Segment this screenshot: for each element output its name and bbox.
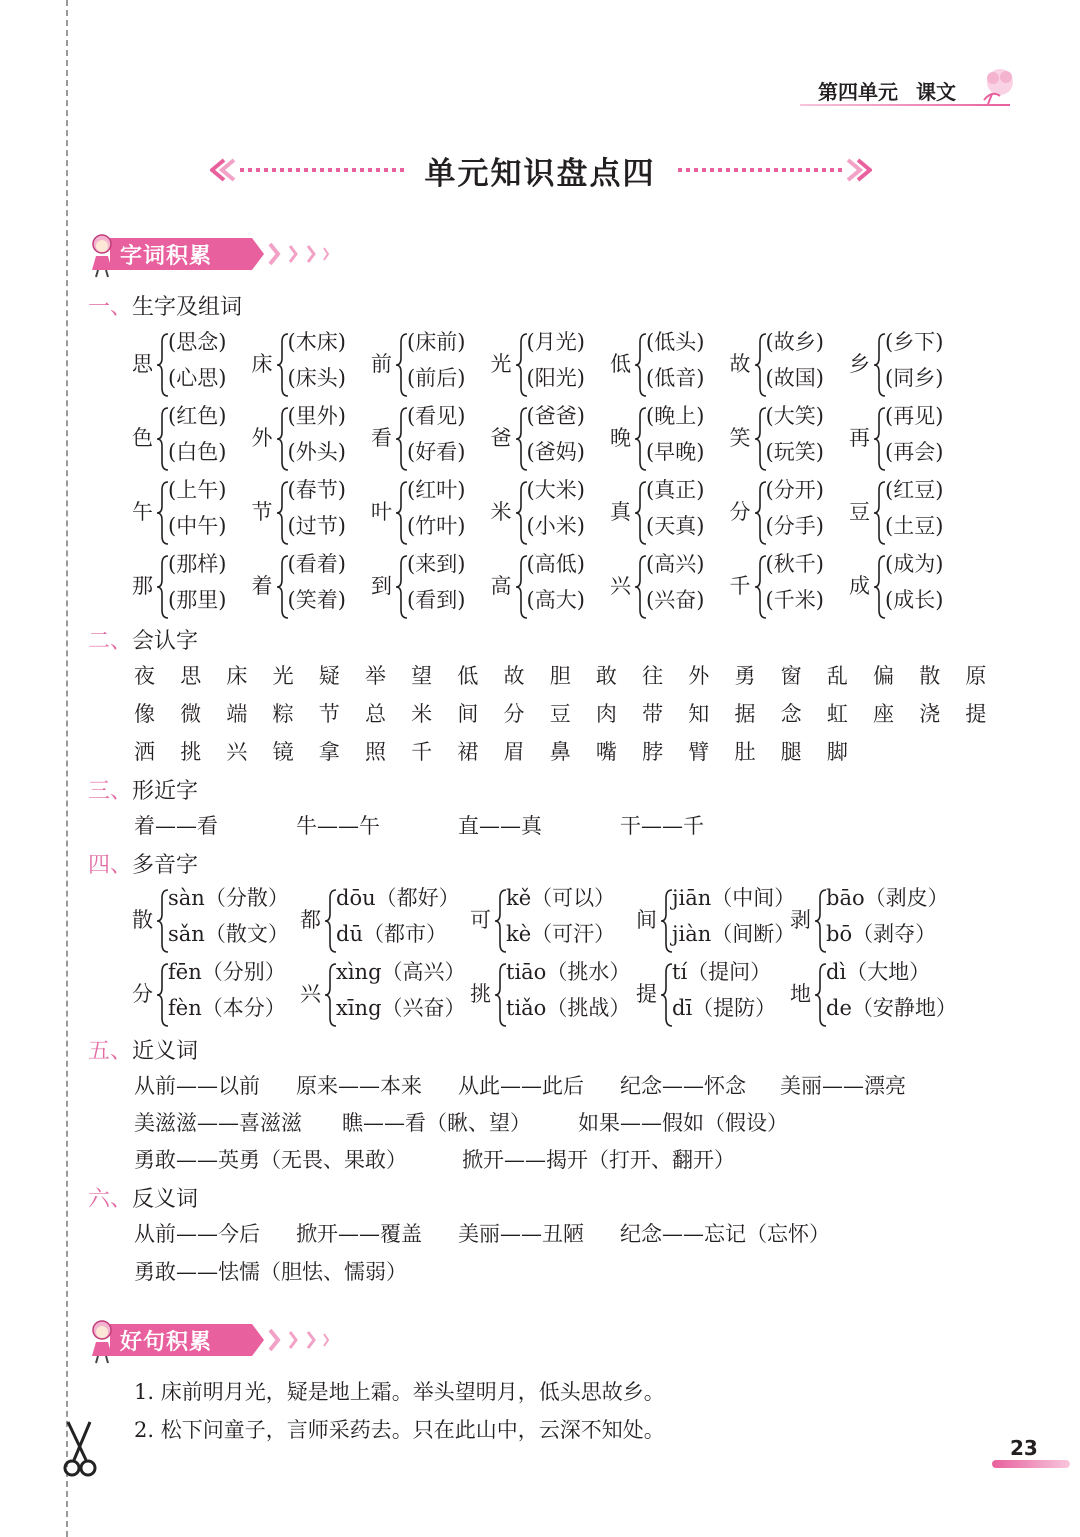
subheading-number: 三、 (88, 779, 133, 804)
synonym-pair: 原来——本来 (296, 1074, 422, 1098)
title-right-ornament (676, 156, 872, 184)
recognize-char: 低 (457, 664, 479, 688)
sentence-1: 1. 床前明月光，疑是地上霜。举头望明月，低头思故乡。 (134, 1380, 665, 1404)
recognize-char: 望 (411, 664, 433, 688)
entry-word: (床头) (287, 366, 346, 390)
recognize-char: 思 (180, 664, 202, 688)
recognize-char: 肚 (734, 740, 756, 764)
char-entry (252, 548, 372, 622)
entry-char: 光 (490, 352, 512, 376)
entry-char: 叶 (371, 500, 392, 524)
entry-word: (看见) (407, 404, 466, 428)
entry-reading: dī（提防） (672, 996, 777, 1020)
recognize-char: 胆 (549, 664, 571, 688)
recognize-char: 像 (134, 702, 155, 726)
recognize-char: 虹 (826, 702, 848, 726)
page-number: 23 (1010, 1436, 1038, 1460)
entry-char: 故 (729, 352, 751, 376)
recognize-char: 微 (180, 702, 202, 726)
entry-word: (前后) (407, 366, 466, 390)
entry-char: 晚 (610, 426, 631, 450)
header-underline (800, 104, 1010, 106)
entry-word: (同乡) (885, 366, 944, 390)
char-entry (730, 474, 850, 548)
entry-reading: bāo（剥皮） (826, 886, 949, 910)
entry-reading: kè（可汗） (506, 922, 616, 946)
similar-pair: 牛——午 (296, 814, 380, 838)
synonym-pair: 美丽——漂亮 (780, 1074, 906, 1098)
subheading-number: 二、 (88, 629, 133, 654)
subheading-number: 四、 (88, 853, 133, 878)
entry-word: (里外) (287, 404, 346, 428)
synonym-pair: 瞧——看（瞅、望） (342, 1111, 531, 1135)
entry-reading: xīng（兴奋） (336, 996, 466, 1020)
scissors-icon (60, 1420, 102, 1480)
girl-mascot-icon (88, 1318, 120, 1364)
antonym-pair: 美丽——丑陋 (458, 1222, 584, 1246)
recognize-char: 米 (411, 702, 433, 726)
char-entry (730, 326, 850, 400)
recognize-char: 臂 (688, 740, 710, 764)
page-number-bar (992, 1460, 1070, 1468)
synonym-pair: 从前——以前 (134, 1074, 260, 1098)
antonym-pair: 纪念——忘记（忘怀） (620, 1222, 830, 1246)
entry-reading: jiān（中间） (672, 886, 796, 910)
similar-pair: 着——看 (134, 814, 218, 838)
recognize-char: 座 (873, 702, 894, 726)
recognize-char: 间 (457, 702, 479, 726)
char-entry (491, 400, 611, 474)
cut-line (66, 0, 68, 1537)
entry-reading: tiǎo（挑战） (506, 996, 631, 1020)
entry-word: (高兴) (646, 552, 705, 576)
recognize-char: 鼻 (549, 740, 571, 764)
recognize-char: 兴 (226, 740, 248, 764)
entry-word: (春节) (287, 478, 346, 502)
recognize-char: 肉 (595, 702, 617, 726)
entry-char: 节 (251, 500, 273, 524)
entry-char: 爸 (490, 426, 512, 450)
entry-word: (思念) (168, 330, 227, 354)
entry-word: (大米) (526, 478, 585, 502)
entry-word: (乡下) (885, 330, 944, 354)
entry-char: 床 (251, 352, 273, 376)
entry-word: (月光) (526, 330, 585, 354)
entry-word: (再见) (885, 404, 944, 428)
entry-word: (千米) (765, 588, 824, 612)
recognize-char: 提 (965, 702, 987, 726)
recognize-char: 拿 (318, 740, 340, 764)
sentence-2: 2. 松下问童子，言师采药去。只在此山中，云深不知处。 (134, 1418, 665, 1442)
synonym-pair: 如果——假如（假设） (578, 1111, 788, 1135)
entry-word: (土豆) (885, 514, 944, 538)
entry-char: 分 (729, 500, 751, 524)
char-entry (371, 400, 491, 474)
recognize-char: 床 (226, 664, 248, 688)
char-entry (252, 474, 372, 548)
subheading-text: 近义词 (132, 1039, 199, 1064)
char-entry (371, 326, 491, 400)
entry-word: (成长) (885, 588, 944, 612)
similar-pair: 直——真 (458, 814, 542, 838)
recognize-char: 总 (364, 702, 386, 726)
entry-reading: de（安静地） (826, 996, 957, 1020)
entry-word: (故乡) (765, 330, 824, 354)
entry-char: 兴 (300, 982, 321, 1006)
entry-word: (低音) (646, 366, 705, 390)
antonym-pair: 掀开——覆盖 (296, 1222, 422, 1246)
char-entry (610, 400, 730, 474)
entry-word: (爸爸) (526, 404, 585, 428)
entry-word: (好看) (407, 440, 466, 464)
entry-word: (高大) (526, 588, 585, 612)
char-entry (849, 474, 969, 548)
entry-word: (分开) (765, 478, 824, 502)
entry-word: (晚上) (646, 404, 705, 428)
char-entry (371, 474, 491, 548)
recognize-char: 据 (734, 702, 756, 726)
recognize-char: 照 (364, 740, 386, 764)
entry-word: (真正) (646, 478, 705, 502)
entry-char: 提 (636, 982, 657, 1006)
char-entry (610, 548, 730, 622)
entry-char: 挑 (470, 982, 491, 1006)
synonym-pair: 从此——此后 (458, 1074, 584, 1098)
char-entry (730, 548, 850, 622)
entry-char: 都 (300, 908, 321, 932)
recognize-char: 举 (364, 664, 386, 688)
recognize-row (134, 736, 873, 766)
entry-word: (心思) (168, 366, 227, 390)
synonym-pair: 勇敢——英勇（无畏、果敢） (134, 1148, 407, 1172)
entry-char: 地 (790, 982, 811, 1006)
entry-word: (看着) (287, 552, 346, 576)
recognize-char: 夜 (134, 664, 155, 688)
char-entry (730, 400, 850, 474)
entry-reading: dōu（都好） (336, 886, 460, 910)
subheading-jinyi (88, 1034, 198, 1065)
entry-word: (中午) (168, 514, 227, 538)
recognize-char: 光 (272, 664, 294, 688)
entry-char: 笑 (729, 426, 751, 450)
entry-reading: sǎn（散文） (168, 922, 289, 946)
synonym-pair: 美滋滋——喜滋滋 (134, 1111, 302, 1135)
subheading-text: 形近字 (132, 779, 199, 804)
synonym-pair: 掀开——揭开（打开、翻开） (462, 1148, 735, 1172)
recognize-char: 带 (642, 702, 664, 726)
subheading-number: 五、 (88, 1039, 133, 1064)
entry-word: (小米) (526, 514, 585, 538)
entry-reading: kě（可以） (506, 886, 616, 910)
entry-reading: tí（提问） (672, 960, 772, 984)
char-entry (252, 400, 372, 474)
entry-word: (外头) (287, 440, 346, 464)
entry-word: (早晚) (646, 440, 705, 464)
section-label: 好句积累 (120, 1330, 213, 1355)
recognize-char: 千 (411, 740, 433, 764)
entry-word: (那里) (168, 588, 227, 612)
recognize-row (134, 698, 1012, 728)
entry-char: 午 (132, 500, 153, 524)
entry-reading: dì（大地） (826, 960, 931, 984)
subheading-text: 生字及组词 (132, 295, 243, 320)
recognize-char: 眉 (503, 740, 525, 764)
recognize-char: 洒 (134, 740, 155, 764)
char-entry (132, 548, 252, 622)
entry-word: (来到) (407, 552, 466, 576)
subheading-fanyi (88, 1182, 198, 1213)
entry-word: (木床) (287, 330, 346, 354)
char-entry (849, 326, 969, 400)
entry-char: 那 (132, 574, 153, 598)
entry-word: (兴奋) (646, 588, 705, 612)
subheading-shengzi (88, 290, 242, 321)
entry-char: 着 (251, 574, 273, 598)
subheading-text: 会认字 (132, 629, 199, 654)
char-entry (132, 474, 252, 548)
char-entry (491, 474, 611, 548)
recognize-char: 窗 (780, 664, 802, 688)
recognize-char: 念 (780, 702, 802, 726)
entry-word: (红色) (168, 404, 227, 428)
char-entry (849, 400, 969, 474)
recognize-char: 故 (503, 664, 525, 688)
entry-char: 间 (636, 908, 657, 932)
subheading-number: 六、 (88, 1187, 133, 1212)
char-entry (371, 548, 491, 622)
recognize-char: 偏 (873, 664, 894, 688)
entry-reading: jiàn（间断） (672, 922, 796, 946)
char-entry (132, 400, 252, 474)
entry-word: (红叶) (407, 478, 466, 502)
entry-char: 兴 (610, 574, 631, 598)
char-entry (132, 326, 252, 400)
section-banner-sentences (88, 1318, 348, 1364)
entry-reading: xìng（高兴） (336, 960, 466, 984)
entry-word: (大笑) (765, 404, 824, 428)
entry-char: 乡 (849, 352, 870, 376)
recognize-char: 挑 (180, 740, 202, 764)
entry-reading: tiāo（挑水） (506, 960, 631, 984)
header-unit: 第四单元 (818, 80, 898, 104)
subheading-text: 多音字 (132, 853, 199, 878)
entry-word: (天真) (646, 514, 705, 538)
entry-char: 思 (132, 352, 153, 376)
entry-char: 高 (490, 574, 512, 598)
flower-icon (978, 64, 1020, 108)
entry-word: (秋千) (765, 552, 824, 576)
recognize-char: 散 (919, 664, 941, 688)
entry-char: 前 (371, 352, 392, 376)
entry-char: 可 (470, 908, 491, 932)
recognize-char: 知 (688, 702, 710, 726)
synonym-pair: 纪念——怀念 (620, 1074, 746, 1098)
entry-char: 剥 (790, 908, 811, 932)
girl-mascot-icon (88, 232, 120, 278)
entry-char: 看 (371, 426, 392, 450)
entry-char: 低 (610, 352, 631, 376)
entry-word: (那样) (168, 552, 227, 576)
recognize-char: 脖 (642, 740, 664, 764)
recognize-char: 裙 (457, 740, 479, 764)
entry-char: 米 (490, 500, 512, 524)
recognize-char: 疑 (318, 664, 340, 688)
recognize-char: 乱 (826, 664, 848, 688)
char-entry (610, 326, 730, 400)
recognize-char: 镜 (272, 740, 294, 764)
recognize-char: 节 (318, 702, 340, 726)
recognize-char: 原 (965, 664, 987, 688)
entry-word: (床前) (407, 330, 466, 354)
entry-word: (红豆) (885, 478, 944, 502)
entry-char: 外 (251, 426, 273, 450)
entry-word: (过节) (287, 514, 346, 538)
entry-reading: dū（都市） (336, 922, 447, 946)
recognize-char: 粽 (272, 702, 294, 726)
section-label: 字词积累 (120, 244, 213, 269)
entry-word: (看到) (407, 588, 466, 612)
running-header (818, 76, 956, 105)
recognize-char: 分 (503, 702, 525, 726)
recognize-char: 浇 (919, 702, 941, 726)
char-entry (491, 548, 611, 622)
recognize-char: 豆 (549, 702, 571, 726)
subheading-huiren (88, 624, 198, 655)
entry-word: (竹叶) (407, 514, 466, 538)
entry-reading: bō（剥夺） (826, 922, 937, 946)
char-entry (849, 548, 969, 622)
subheading-duoyin (88, 848, 198, 879)
entry-word: (成为) (885, 552, 944, 576)
subheading-number: 一、 (88, 295, 133, 320)
page-title: 单元知识盘点四 (424, 156, 656, 192)
recognize-char: 勇 (734, 664, 756, 688)
recognize-char: 往 (642, 664, 664, 688)
entry-word: (阳光) (526, 366, 585, 390)
char-entry (252, 326, 372, 400)
entry-char: 成 (849, 574, 870, 598)
entry-char: 豆 (849, 500, 870, 524)
entry-char: 到 (371, 574, 392, 598)
antonym-pair: 从前——今后 (134, 1222, 260, 1246)
recognize-row (134, 660, 1012, 690)
entry-reading: sàn（分散） (168, 886, 289, 910)
entry-word: (白色) (168, 440, 227, 464)
recognize-char: 脚 (826, 740, 848, 764)
entry-char: 再 (849, 426, 870, 450)
entry-char: 分 (132, 982, 153, 1006)
antonym-pair: 勇敢——怯懦（胆怯、懦弱） (134, 1260, 407, 1284)
similar-pair: 干——千 (620, 814, 704, 838)
subheading-xingjin (88, 774, 198, 805)
entry-word: (再会) (885, 440, 944, 464)
recognize-char: 嘴 (595, 740, 617, 764)
entry-char: 千 (729, 574, 751, 598)
header-section: 课文 (916, 80, 956, 104)
entry-word: (上午) (168, 478, 227, 502)
entry-char: 色 (132, 426, 153, 450)
entry-char: 真 (610, 500, 631, 524)
recognize-char: 腿 (780, 740, 802, 764)
entry-reading: fèn（本分） (168, 996, 286, 1020)
recognize-char: 敢 (595, 664, 617, 688)
entry-word: (玩笑) (765, 440, 824, 464)
entry-char: 散 (132, 908, 153, 932)
char-entry (610, 474, 730, 548)
entry-word: (故国) (765, 366, 824, 390)
entry-word: (低头) (646, 330, 705, 354)
char-entry (491, 326, 611, 400)
recognize-char: 外 (688, 664, 710, 688)
entry-reading: fēn（分别） (168, 960, 286, 984)
entry-word: (分手) (765, 514, 824, 538)
entry-word: (爸妈) (526, 440, 585, 464)
section-banner-words (88, 232, 348, 278)
subheading-text: 反义词 (132, 1187, 199, 1212)
entry-word: (笑着) (287, 588, 346, 612)
entry-word: (高低) (526, 552, 585, 576)
recognize-char: 端 (226, 702, 248, 726)
